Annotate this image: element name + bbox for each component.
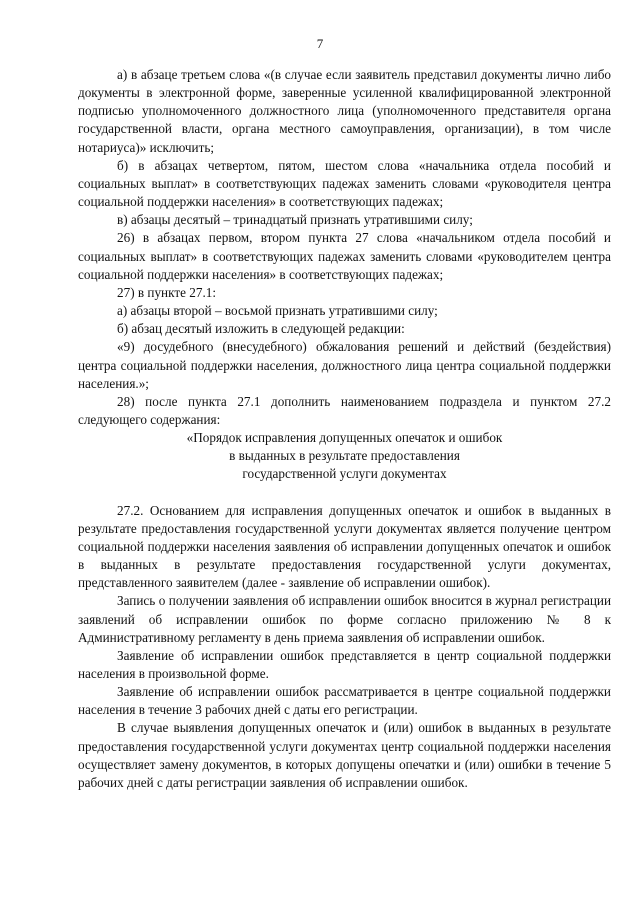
paragraph: б) в абзацах четвертом, пятом, шестом слова «начальника отдела пособий и социальных выплат» в соответствующих падежах заменить словами «руководителя центра социальной поддержки населения» в соответствующих падежах; <box>78 157 611 210</box>
subsection-heading <box>78 429 611 483</box>
paragraph: 27) в пункте 27.1: <box>117 284 216 300</box>
paragraph: «9) досудебного (внесудебного) обжалования решений и действий (бездействия) центра социальной поддержки населения, должностного лица центра социальной поддержки населения.»; <box>78 339 611 391</box>
paragraph: б) абзац десятый изложить в следующей редакции: <box>117 321 405 337</box>
paragraph: Заявление об исправлении ошибок рассматривается в центре социальной поддержки населения в течение 3 рабочих дней с даты его регистрации. <box>78 684 611 718</box>
document-body <box>78 66 611 792</box>
heading-line: государственной услуги документах <box>242 466 447 482</box>
paragraph: а) абзацы второй – восьмой признать утратившими силу; <box>117 303 438 319</box>
paragraph: В случае выявления допущенных опечаток и (или) ошибок в выданных в результате предоставления государственной услуги документах центр социальной поддержки населения осуществляет замену документов, в которых допущены опечатки и (или) ошибки в течение 5 рабочих дней с даты регистрации заявления об исправлении ошибок. <box>78 720 611 790</box>
paragraph: 28) после пункта 27.1 дополнить наименованием подраздела и пунктом 27.2 следующего содержания: <box>78 393 611 427</box>
page-number: 7 <box>316 36 324 51</box>
paragraph: а) в абзаце третьем слова «(в случае если заявитель представил документы лично либо документы в электронной форме, заверенные усиленной квалифицированной электронной подписью уполномоченного должностного лица (уполномоченного представителя органа государственной власти, органа местного самоуправления, организации), в том числе нотариуса)» исключить; <box>78 67 611 155</box>
paragraph: в) абзацы десятый – тринадцатый признать утратившими силу; <box>117 212 473 228</box>
paragraph: 27.2. Основанием для исправления допущенных опечаток и ошибок в выданных в результате предоставления государственной услуги документах является получение центром социальной поддержки населения заявления об исправлении допущенных опечаток и ошибок в выданных в результате предоставления государственной услуги документах, представленного заявителем (далее - заявление об исправлении ошибок). <box>78 502 611 591</box>
heading-line: «Порядок исправления допущенных опечаток и ошибок <box>186 430 503 446</box>
paragraph: Запись о получении заявления об исправлении ошибок вносится в журнал регистрации заявлений об исправлении ошибок по форме согласно приложению № 8 к Административному регламенту в день приема заявления об исправлении ошибок. <box>78 593 611 645</box>
heading-line: в выданных в результате предоставления <box>229 448 460 464</box>
paragraph: Заявление об исправлении ошибок представляется в центр социальной поддержки населения в произвольной форме. <box>78 647 611 681</box>
paragraph: 26) в абзацах первом, втором пункта 27 слова «начальником отдела пособий и социальных выплат» в соответствующих падежах заменить словами «руководителем центра социальной поддержки населения» в соответствующих падежах; <box>78 230 611 282</box>
